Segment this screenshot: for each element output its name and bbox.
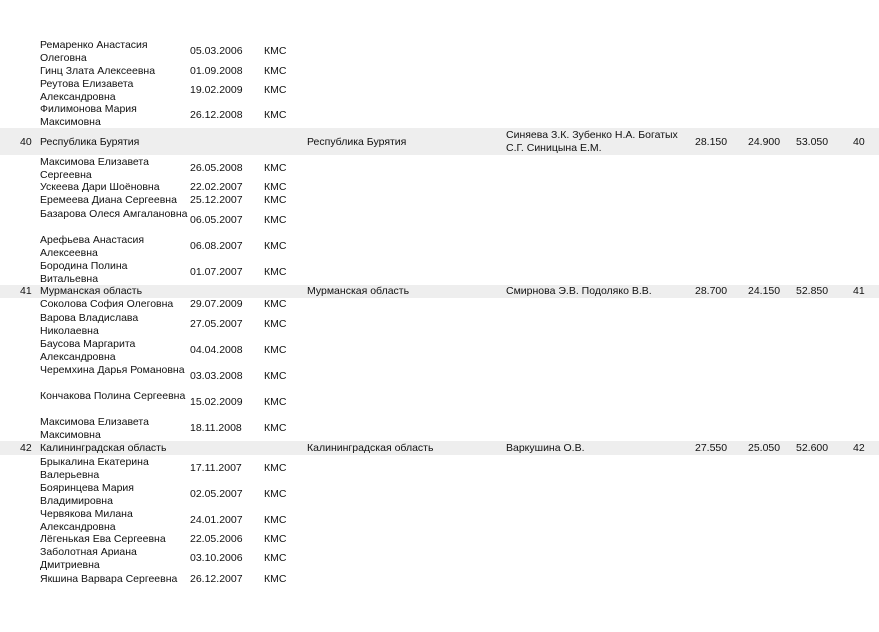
athlete-name: Филимонова Мария Максимовна (40, 103, 137, 128)
team-total: 52.850 (796, 285, 829, 297)
athlete-name: Черемхина Дарья Романовна (40, 364, 185, 376)
athlete-rank: КМС (264, 344, 287, 356)
athlete-row (0, 389, 879, 415)
athlete-name: Максимова Елизавета Максимовна (40, 416, 149, 441)
athlete-rank: КМС (264, 181, 287, 193)
athlete-name: Бояринцева Мария Владимировна (40, 482, 134, 507)
athlete-rank: КМС (264, 214, 287, 226)
athlete-name: Брыкалина Екатерина Валерьевна (40, 456, 149, 481)
team-score-1: 27.550 (695, 442, 728, 454)
athlete-dob: 03.03.2008 (190, 370, 243, 382)
athlete-name: Заболотная Ариана Дмитриевна (40, 546, 137, 571)
athlete-rank: КМС (264, 298, 287, 310)
athlete-dob: 26.12.2008 (190, 109, 243, 121)
athlete-dob: 04.04.2008 (190, 344, 243, 356)
athlete-row (0, 64, 879, 78)
team-score-2: 24.900 (748, 136, 781, 148)
team-coaches: Смирнова Э.В. Подоляко В.В. (506, 285, 652, 297)
team-score-2: 25.050 (748, 442, 781, 454)
team-row (0, 441, 879, 455)
athlete-dob: 01.09.2008 (190, 65, 243, 77)
athlete-name: Баусова Маргарита Александровна (40, 338, 136, 363)
athlete-row (0, 259, 879, 285)
athlete-name: Базарова Олеся Амгалановна (40, 208, 188, 220)
athlete-row (0, 181, 879, 194)
athlete-name: Червякова Милана Александровна (40, 508, 133, 533)
athlete-row (0, 194, 879, 207)
team-coaches: Варкушина О.В. (506, 442, 585, 454)
athlete-row (0, 415, 879, 441)
team-number: 40 (20, 136, 32, 148)
athlete-dob: 03.10.2006 (190, 552, 243, 564)
team-name: Калининградская область (40, 442, 167, 454)
team-score-1: 28.700 (695, 285, 728, 297)
athlete-rank: КМС (264, 422, 287, 434)
athlete-dob: 27.05.2007 (190, 318, 243, 330)
athlete-row (0, 546, 879, 572)
athlete-dob: 17.11.2007 (190, 462, 242, 474)
team-total: 53.050 (796, 136, 829, 148)
team-row (0, 285, 879, 298)
team-region: Калининградская область (307, 442, 434, 454)
athlete-name: Ремаренко Анастасия Олеговна (40, 39, 148, 64)
athlete-row (0, 207, 879, 233)
team-coaches: Синяева З.К. Зубенко Н.А. Богатых С.Г. Синицына Е.М. (506, 129, 678, 154)
team-score-1: 28.150 (695, 136, 728, 148)
athlete-row (0, 77, 879, 103)
athlete-row (0, 298, 879, 311)
athlete-dob: 05.03.2006 (190, 45, 243, 57)
athlete-rank: КМС (264, 573, 287, 585)
athlete-rank: КМС (264, 65, 287, 77)
athlete-row (0, 507, 879, 533)
team-number: 42 (20, 442, 32, 454)
athlete-rank: КМС (264, 240, 287, 252)
athlete-rank: КМС (264, 552, 287, 564)
athlete-name: Максимова Елизавета Сергеевна (40, 156, 149, 181)
athlete-name: Бородина Полина Витальевна (40, 260, 128, 285)
athlete-rank: КМС (264, 84, 287, 96)
athlete-dob: 06.05.2007 (190, 214, 243, 226)
athlete-rank: КМС (264, 194, 287, 206)
athlete-rank: КМС (264, 396, 287, 408)
athlete-rank: КМС (264, 109, 287, 121)
athlete-name: Еремеева Диана Сергеевна (40, 194, 177, 206)
athlete-row (0, 481, 879, 507)
athlete-dob: 29.07.2009 (190, 298, 243, 310)
athlete-name: Реутова Елизавета Александровна (40, 78, 134, 103)
athlete-name: Гинц Злата Алексеевна (40, 65, 156, 77)
team-name: Республика Бурятия (40, 136, 140, 148)
team-place: 42 (853, 442, 865, 454)
athlete-row (0, 311, 879, 337)
athlete-dob: 19.02.2009 (190, 84, 243, 96)
athlete-rank: КМС (264, 45, 287, 57)
athlete-rank: КМС (264, 162, 287, 174)
team-number: 41 (20, 285, 32, 297)
athlete-dob: 06.08.2007 (190, 240, 243, 252)
athlete-row (0, 38, 879, 64)
athlete-rank: КМС (264, 318, 287, 330)
athlete-dob: 25.12.2007 (190, 194, 243, 206)
athlete-name: Ускеева Дари Шоёновна (40, 181, 160, 193)
athlete-dob: 26.05.2008 (190, 162, 243, 174)
athlete-name: Якшина Варвара Сергеевна (40, 573, 178, 585)
team-score-2: 24.150 (748, 285, 781, 297)
athlete-dob: 18.11.2008 (190, 422, 242, 434)
athlete-rank: КМС (264, 514, 287, 526)
athlete-name: Соколова София Олеговна (40, 298, 174, 310)
athlete-dob: 26.12.2007 (190, 573, 243, 585)
athlete-name: Кончакова Полина Сергеевна (40, 390, 186, 402)
athlete-dob: 02.05.2007 (190, 488, 243, 500)
team-region: Республика Бурятия (307, 136, 407, 148)
athlete-row (0, 455, 879, 481)
athlete-name: Лёгенькая Ева Сергеевна (40, 533, 166, 545)
athlete-rank: КМС (264, 370, 287, 382)
team-row (0, 128, 879, 155)
athlete-row (0, 337, 879, 363)
team-name: Мурманская область (40, 285, 143, 297)
team-place: 40 (853, 136, 865, 148)
athlete-dob: 01.07.2007 (190, 266, 243, 278)
athlete-row (0, 102, 879, 128)
athlete-rank: КМС (264, 266, 287, 278)
athlete-dob: 22.05.2006 (190, 533, 243, 545)
athlete-row (0, 233, 879, 259)
team-region: Мурманская область (307, 285, 410, 297)
athlete-row (0, 533, 879, 546)
team-place: 41 (853, 285, 865, 297)
athlete-rank: КМС (264, 462, 287, 474)
athlete-dob: 24.01.2007 (190, 514, 243, 526)
athlete-name: Арефьева Анастасия Алексеевна (40, 234, 145, 259)
athlete-rank: КМС (264, 533, 287, 545)
team-total: 52.600 (796, 442, 829, 454)
athlete-row (0, 155, 879, 181)
athlete-row (0, 363, 879, 389)
athlete-row (0, 572, 879, 586)
athlete-name: Варова Владислава Николаевна (40, 312, 139, 337)
athlete-rank: КМС (264, 488, 287, 500)
athlete-dob: 15.02.2009 (190, 396, 243, 408)
athlete-dob: 22.02.2007 (190, 181, 243, 193)
